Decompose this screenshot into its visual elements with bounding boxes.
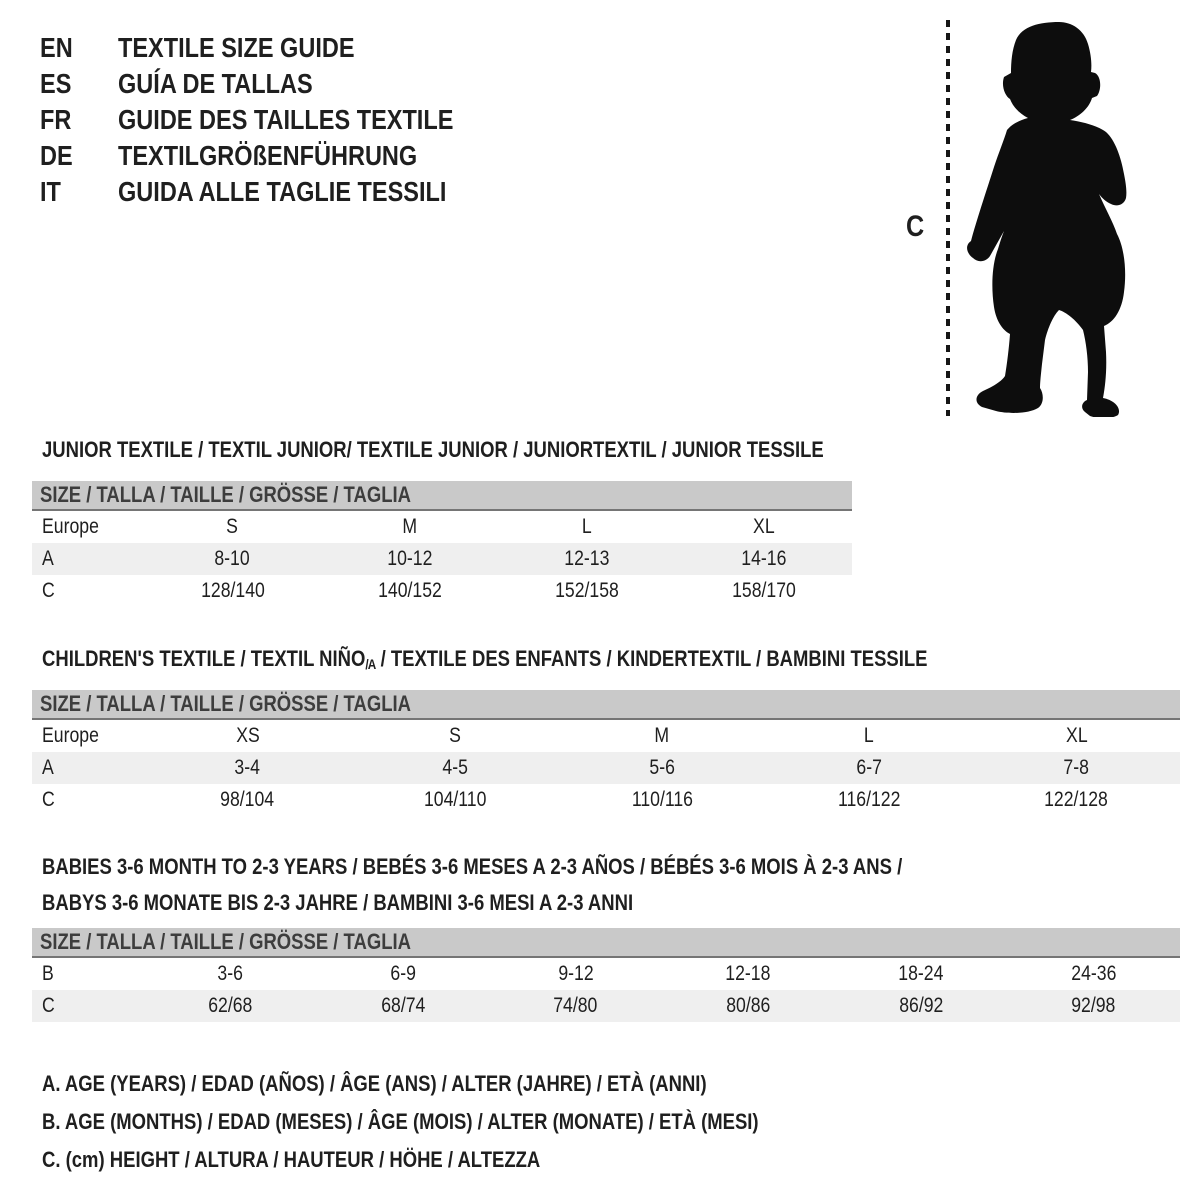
children-size-table (32, 720, 1180, 816)
table-cell: C (42, 579, 55, 602)
table-cell: 9-12 (558, 962, 594, 985)
table-cell: XL (752, 515, 775, 538)
lang-row-fr (40, 102, 517, 138)
babies-section-title (42, 849, 1066, 921)
children-column-header-row (32, 720, 1180, 752)
table-cell: L (581, 515, 592, 538)
lang-row-es (40, 66, 350, 102)
table-cell: 116/122 (837, 788, 901, 811)
babies-title-line1: BABIES 3-6 MONTH TO 2-3 YEARS / BEBÉS 3-6 MESES A 2-3 AÑOS / BÉBÉS 3-6 MOIS À 2-3 ANS / (42, 854, 903, 879)
legend-line-c: C. (cm) HEIGHT / ALTURA / HAUTEUR / HÖHE / ALTEZZA (42, 1147, 541, 1172)
table-cell: 110/116 (631, 788, 693, 811)
table-cell: M (654, 724, 670, 747)
junior-size-header-bar: SIZE / TALLA / TAILLE / GRÖSSE / TAGLIA (32, 481, 852, 511)
lang-title: GUÍA DE TALLAS (118, 68, 313, 99)
table-cell: 6-7 (856, 756, 882, 779)
table-cell: A (42, 756, 54, 779)
babies-row-c (32, 990, 1180, 1022)
table-cell: L (864, 724, 875, 747)
table-cell: 74/80 (553, 994, 598, 1017)
table-cell: 98/104 (220, 788, 275, 811)
table-cell: 18-24 (898, 962, 944, 985)
table-cell: 12-18 (725, 962, 771, 985)
table-cell: XL (1065, 724, 1088, 747)
table-cell: 3-4 (234, 756, 261, 779)
table-cell: 4-5 (442, 756, 468, 779)
lang-code: IT (40, 176, 61, 207)
table-cell: 104/110 (423, 788, 487, 811)
table-cell: 5-6 (649, 756, 675, 779)
table-cell: B (42, 962, 54, 985)
table-cell: 8-10 (214, 547, 251, 570)
height-measure-label: C (906, 210, 925, 243)
table-cell: 86/92 (898, 994, 944, 1017)
children-row-c (32, 784, 1180, 816)
table-cell: C (42, 788, 55, 811)
table-cell: 62/68 (208, 994, 253, 1017)
table-cell: 122/128 (1044, 788, 1109, 811)
table-cell: 24-36 (1071, 962, 1117, 985)
lang-title: TEXTILE SIZE GUIDE (118, 32, 355, 63)
table-cell: 3-6 (217, 962, 244, 985)
junior-size-table (32, 511, 852, 607)
junior-section-title: JUNIOR TEXTILE / TEXTIL JUNIOR/ TEXTILE JUNIOR / JUNIORTEXTIL / JUNIOR TESSILE (42, 437, 824, 462)
children-title-prefix: CHILDREN'S TEXTILE / TEXTIL NIÑO (42, 646, 366, 671)
table-cell: 7-8 (1063, 756, 1090, 779)
children-title-suffix: / TEXTILE DES ENFANTS / KINDERTEXTIL / BAMBINI TESSILE (375, 646, 928, 671)
table-cell: C (42, 994, 55, 1017)
table-cell: 68/74 (380, 994, 426, 1017)
children-title-subscript: /A (365, 656, 376, 672)
table-cell: A (42, 547, 54, 570)
junior-row-c (32, 575, 852, 607)
table-cell: 12-13 (563, 547, 610, 570)
lang-row-de (40, 138, 474, 174)
junior-column-header-row (32, 511, 852, 543)
babies-size-table (32, 958, 1180, 1022)
children-row-a (32, 752, 1180, 784)
table-cell: XS (235, 724, 260, 747)
table-cell: M (402, 515, 417, 538)
table-cell: 158/170 (731, 579, 796, 602)
lang-title: GUIDE DES TAILLES TEXTILE (118, 104, 454, 135)
table-cell: 128/140 (200, 579, 265, 602)
table-cell: 10-12 (386, 547, 433, 570)
babies-size-header-bar: SIZE / TALLA / TAILLE / GRÖSSE / TAGLIA (32, 928, 1180, 958)
junior-row-a (32, 543, 852, 575)
table-cell: 140/152 (377, 579, 442, 602)
babies-row-b (32, 958, 1180, 990)
table-cell: 14-16 (740, 547, 787, 570)
children-section-title (42, 641, 1096, 679)
lang-title: GUIDA ALLE TAGLIE TESSILI (118, 176, 447, 207)
babies-title-line2: BABYS 3-6 MONATE BIS 2-3 JAHRE / BAMBINI 3-6 MESI A 2-3 ANNI (42, 890, 634, 915)
table-cell: Europe (42, 515, 99, 538)
children-size-header-bar: SIZE / TALLA / TAILLE / GRÖSSE / TAGLIA (32, 690, 1180, 720)
legend-line-a: A. AGE (YEARS) / EDAD (AÑOS) / ÂGE (ANS) / ALTER (JAHRE) / ETÀ (ANNI) (42, 1071, 707, 1096)
table-cell: S (448, 724, 461, 747)
lang-title: TEXTILGRÖßENFÜHRUNG (118, 140, 418, 171)
table-cell: 92/98 (1071, 994, 1116, 1017)
lang-row-it (40, 174, 509, 210)
table-cell: 152/158 (554, 579, 619, 602)
table-cell: 6-9 (390, 962, 416, 985)
lang-code: FR (40, 104, 72, 135)
lang-code: EN (40, 32, 73, 63)
legend-line-b: B. AGE (MONTHS) / EDAD (MESES) / ÂGE (MOIS) / ALTER (MONATE) / ETÀ (MESI) (42, 1109, 759, 1134)
toddler-silhouette-icon (952, 12, 1142, 417)
height-measure-dashed-line (946, 20, 950, 416)
table-cell: 80/86 (726, 994, 771, 1017)
table-cell: Europe (42, 724, 99, 747)
lang-row-en (40, 30, 400, 66)
lang-code: ES (40, 68, 72, 99)
table-cell: S (226, 515, 239, 538)
lang-code: DE (40, 140, 73, 171)
